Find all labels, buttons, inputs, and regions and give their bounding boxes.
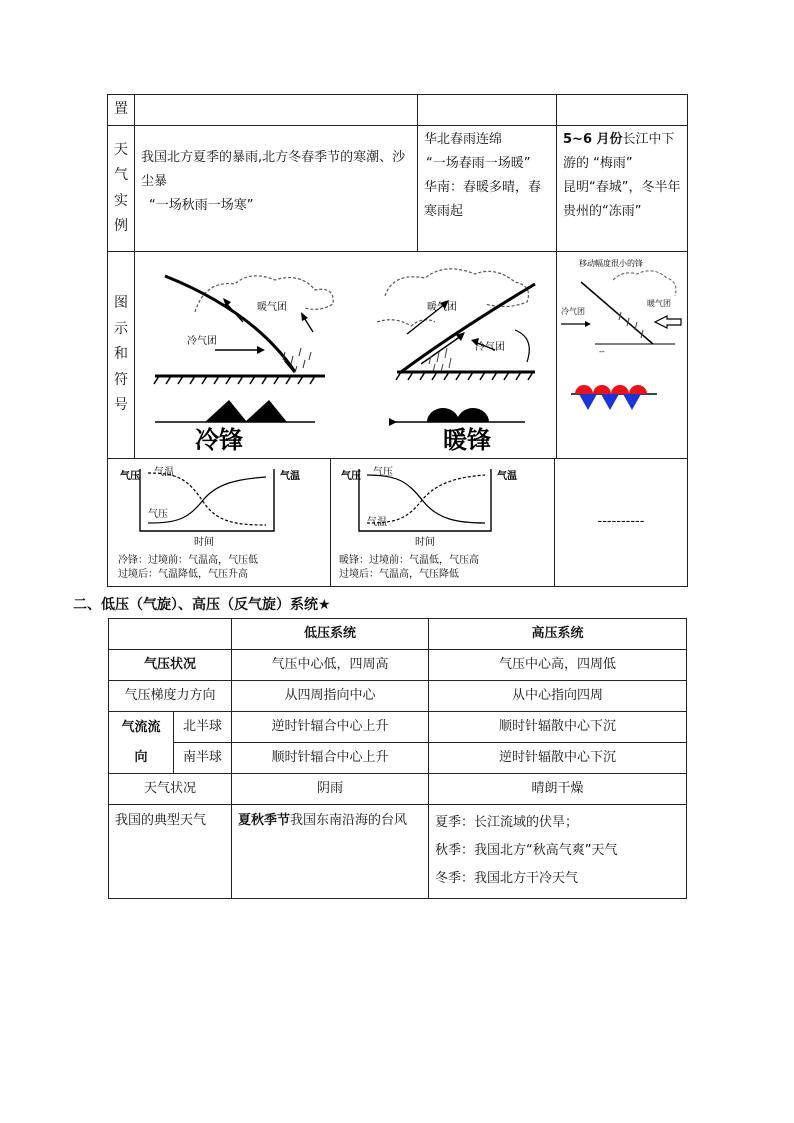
cold-front-diagram xyxy=(154,276,333,454)
warm-front-warm-mass: 暖气团 xyxy=(427,302,457,313)
front-diagrams-cell xyxy=(135,252,557,459)
curve-row xyxy=(108,459,688,587)
stationary-front-diagram xyxy=(557,252,688,457)
low-pressure-header: 低压系统 xyxy=(232,619,429,650)
table-row: 气流流向 北半球 逆时针辐合中心上升 顺时针辐散中心下沉 xyxy=(109,712,687,743)
table-row xyxy=(108,459,688,587)
svg-text:过境后：气温高，气压降低: 过境后：气温高，气压降低 xyxy=(339,569,459,580)
stationary-dash: -- xyxy=(599,347,605,356)
high-pressure-header: 高压系统 xyxy=(429,619,687,650)
svg-text:气温: 气温 xyxy=(367,517,387,528)
svg-text:气温: 气温 xyxy=(154,467,174,478)
warm-front-cold-mass: 冷气团 xyxy=(475,342,505,353)
cold-front-examples: 我国北方夏季的暴雨,北方冬春季节的寒潮、沙尘暴 “一场秋雨一场寒” xyxy=(135,126,418,252)
svg-text:气压: 气压 xyxy=(373,467,393,478)
stationary-front-examples: 5~6 月份长江中下游的 “梅雨” 昆明“春城”，冬半年贵州的“冻雨” xyxy=(557,126,688,252)
warm-front-examples: 华北春雨连绵 “一场春雨一场暖” 华南：春暖多晴，春寒雨起 xyxy=(418,126,557,252)
svg-text:过境后：气温降低，气压升高: 过境后：气温降低，气压升高 xyxy=(118,569,248,580)
svg-text:冷锋：过境前：气温高，气压低: 冷锋：过境前：气温高，气压低 xyxy=(118,555,258,566)
table-row: 气压状况 气压中心低，四周高 气压中心高，四周低 xyxy=(109,650,687,681)
svg-text:气温: 气温 xyxy=(497,471,517,482)
warm-front-curve xyxy=(331,459,555,586)
airflow-label: 气流流向 xyxy=(109,712,174,774)
svg-text:气压: 气压 xyxy=(120,471,140,482)
pressure-system-table xyxy=(108,618,687,899)
front-diagrams xyxy=(135,252,555,457)
stationary-cold-mass: 冷气团 xyxy=(561,307,585,316)
cold-front-title: 冷锋 xyxy=(195,426,243,454)
stationary-warm-mass: 暖气团 xyxy=(647,299,671,308)
table-row xyxy=(108,95,688,126)
cold-front-cold-mass: 冷气团 xyxy=(187,336,217,347)
table-row xyxy=(109,619,687,650)
table-row: 天气状况 阴雨 晴朗干燥 xyxy=(109,774,687,805)
svg-text:时间: 时间 xyxy=(415,537,435,548)
svg-text:暖锋：过境前：气温低，气压高: 暖锋：过境前：气温低，气压高 xyxy=(339,555,479,566)
cold-front-warm-mass: 暖气团 xyxy=(257,302,287,313)
row-header-position: 置 xyxy=(108,95,135,126)
svg-text:气压: 气压 xyxy=(148,509,168,520)
row-header-examples: 天 气 实 例 xyxy=(108,126,135,252)
svg-text:时间: 时间 xyxy=(194,537,214,548)
table-row xyxy=(108,252,688,459)
stationary-front-cell xyxy=(557,252,688,459)
warm-front-title: 暖锋 xyxy=(443,426,491,454)
warm-front-diagram xyxy=(377,269,535,454)
svg-text:气压: 气压 xyxy=(341,471,361,482)
row-header-diagrams: 图 示 和 符 号 xyxy=(108,252,135,459)
table-row xyxy=(108,126,688,252)
svg-text:气温: 气温 xyxy=(280,471,300,482)
section-title: 二、低压（气旋）、高压（反气旋）系统★ xyxy=(73,597,331,613)
cold-front-curve xyxy=(108,459,331,586)
table-row: 我国的典型天气 夏秋季节我国东南沿海的台风 夏季：长江流域的伏旱； 秋季：我国北方“秋高气爽”天气 冬季：我国北方干冷天气 xyxy=(109,805,687,899)
table-row: 气压梯度力方向 从四周指向中心 从中心指向四周 xyxy=(109,681,687,712)
table-row: 南半球 顺时针辐合中心上升 逆时针辐散中心下沉 xyxy=(109,743,687,774)
stationary-curve: ---------- xyxy=(597,514,645,530)
stationary-top-label: 移动幅度很小的锋 xyxy=(579,259,643,268)
front-weather-table xyxy=(107,94,688,587)
